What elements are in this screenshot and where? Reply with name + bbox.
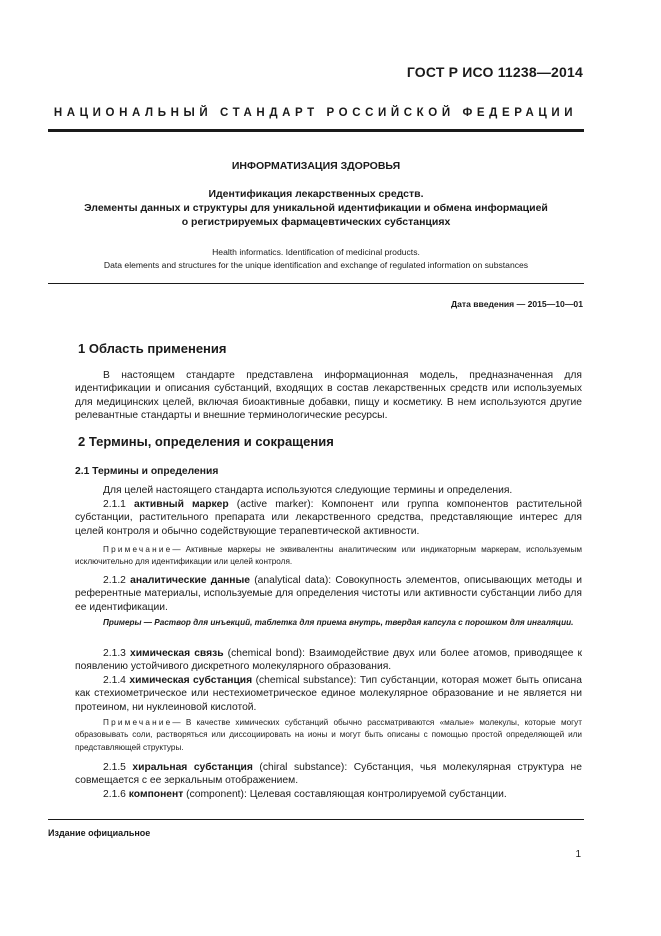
section-2-heading: 2 Термины, определения и сокращения bbox=[78, 434, 334, 449]
english-title-line: Data elements and structures for the unique identification and exchange of regulated information on substances bbox=[103, 260, 529, 270]
term-number: 2.1.3 bbox=[103, 648, 126, 659]
page-number: 1 bbox=[575, 849, 581, 860]
terms-intro-text: Для целей настоящего стандарта используются следующие термины и определения. bbox=[103, 485, 513, 496]
term-number: 2.1.1 bbox=[103, 499, 126, 510]
term-definition: Совокупность элементов, описывающих методы и референтные материалы, используемые для определения чистоты или активности субстанции либо для ее идентификации. bbox=[75, 575, 582, 613]
term-2-1-1 bbox=[75, 498, 582, 538]
section-1-paragraph bbox=[75, 369, 582, 422]
term-name: аналитические данные bbox=[130, 575, 251, 586]
header-rule bbox=[48, 129, 584, 132]
term-name: химическая связь bbox=[129, 648, 224, 659]
examples-note bbox=[75, 617, 582, 629]
footer-rule bbox=[48, 819, 584, 820]
term-number: 2.1.5 bbox=[103, 762, 126, 773]
term-number: 2.1.2 bbox=[103, 575, 126, 586]
term-number: 2.1.4 bbox=[103, 675, 126, 686]
term-name: хиральная субстанция bbox=[132, 762, 253, 773]
terms-intro bbox=[75, 484, 582, 497]
term-english: (component): bbox=[186, 789, 247, 800]
english-title-line: Health informatics. Identification of medicinal products. bbox=[212, 247, 420, 257]
term-definition: Тип субстанции, которая может быть описана как стехиометрическое или нестехиометрическое единое молекулярное образование и не является ни протеином, ни нуклеиновой кислотой. bbox=[75, 675, 582, 713]
note-text: — В качестве химических субстанций обычно рассматриваются «малые» молекулы, которые могут образовывать соли, растворяться или диссоциировать на ионы и могут быть описаны с помощью простой определяющей или представляющей структуры. bbox=[75, 718, 582, 752]
section-1-text: В настоящем стандарте представлена информационная модель, предназначенная для идентификации и описания субстанций, входящих в состав лекарственных средств или используемых для медицинских целей, включая биоактивные добавки, пищу и косметику. В нем используются другие релевантные стандарты и внешние терминологические ресурсы. bbox=[75, 370, 582, 421]
examples-text: Примеры — Раствор для инъекций, таблетка для приема внутрь, твердая капсула с порошком для ингаляции. bbox=[103, 618, 574, 627]
term-definition: Компонент или группа компонентов растительной субстанции, растительного препарата или лекарственного средства, представляющие интерес для целей контроля и обычно содействующие терапевтической активности. bbox=[75, 499, 582, 537]
note-2 bbox=[75, 717, 582, 754]
russian-title-line: Идентификация лекарственных средств. bbox=[208, 188, 424, 200]
official-edition-label: Издание официальное bbox=[48, 828, 151, 838]
note-label: Примечание bbox=[103, 545, 173, 554]
english-title bbox=[48, 246, 584, 272]
term-definition: Целевая составляющая контролируемой субстанции. bbox=[249, 789, 507, 800]
term-number: 2.1.6 bbox=[103, 789, 126, 800]
term-english: (chiral substance): bbox=[259, 762, 348, 773]
term-definition: Взаимодействие двух или более атомов, приводящее к появлению устойчивого дискретного молекулярного образования. bbox=[75, 648, 582, 673]
term-definition: Субстанция, чья молекулярная структура не совмещается с ее зеркальным отображением. bbox=[75, 762, 582, 787]
subsection-2-1-heading: 2.1 Термины и определения bbox=[75, 466, 219, 477]
introduction-date: Дата введения — 2015—10—01 bbox=[450, 299, 583, 309]
term-2-1-2 bbox=[75, 574, 582, 614]
document-code: ГОСТ Р ИСО 11238—2014 bbox=[406, 64, 583, 80]
term-2-1-6 bbox=[75, 788, 582, 801]
term-name: компонент bbox=[128, 789, 184, 800]
section-1-heading: 1 Область применения bbox=[78, 341, 227, 356]
main-title: ИНФОРМАТИЗАЦИЯ ЗДОРОВЬЯ bbox=[231, 160, 401, 172]
title-rule bbox=[48, 283, 584, 284]
term-name: активный маркер bbox=[134, 499, 229, 510]
russian-title bbox=[48, 187, 584, 229]
note-label: Примечание bbox=[103, 718, 173, 727]
term-english: (analytical data): bbox=[254, 575, 332, 586]
russian-title-line: о регистрируемых фармацевтических субстанциях bbox=[181, 216, 451, 228]
term-english: (chemical substance): bbox=[255, 675, 357, 686]
term-2-1-3 bbox=[75, 647, 582, 674]
term-2-1-4 bbox=[75, 674, 582, 714]
term-english: (active marker): bbox=[236, 499, 314, 510]
note-text: — Активные маркеры не эквивалентны аналитическим или индикаторным маркерам, используемым исключительно для идентификации или целей контроля. bbox=[75, 545, 582, 567]
term-2-1-5 bbox=[75, 761, 582, 788]
note-1 bbox=[75, 544, 582, 569]
term-english: (chemical bond): bbox=[227, 648, 305, 659]
national-standard-banner: НАЦИОНАЛЬНЫЙ СТАНДАРТ РОССИЙСКОЙ ФЕДЕРАЦИИ bbox=[53, 107, 578, 119]
term-name: химическая субстанция bbox=[129, 675, 253, 686]
russian-title-line: Элементы данных и структуры для уникальной идентификации и обмена информацией bbox=[84, 202, 548, 214]
